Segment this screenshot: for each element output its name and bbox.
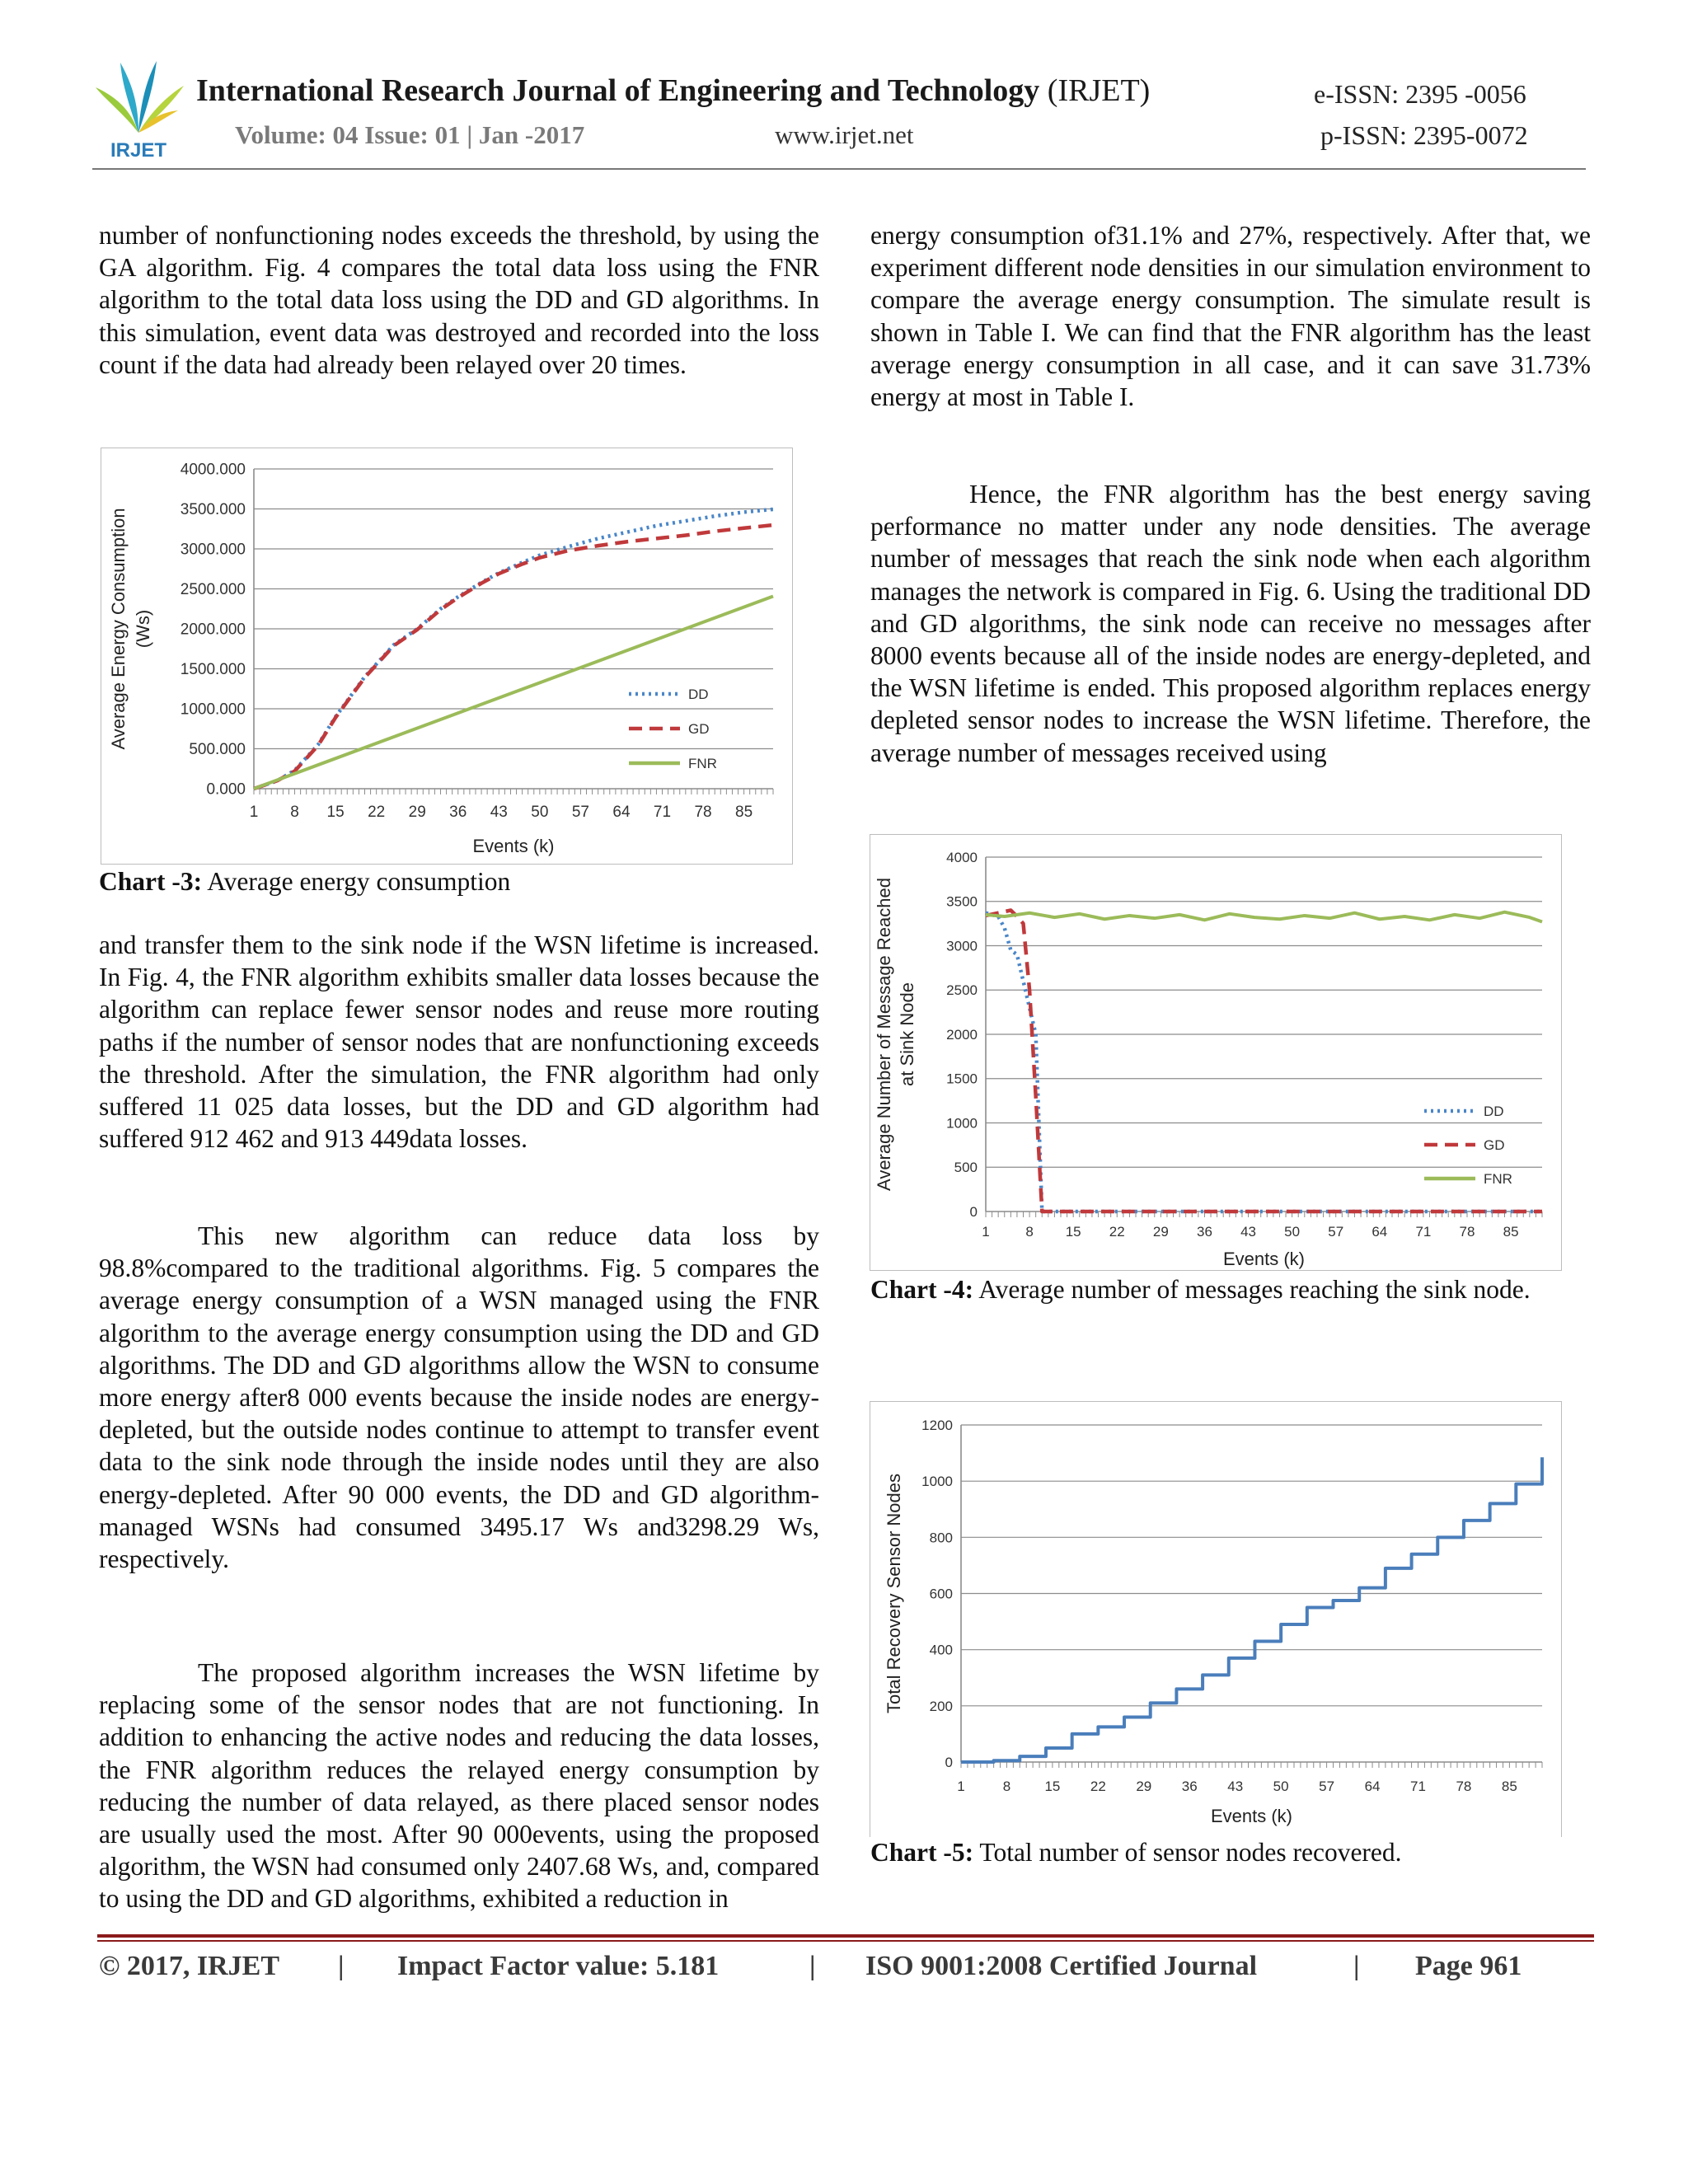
x-tick-label: 57 bbox=[1328, 1224, 1344, 1240]
y-tick-label: 4000.000 bbox=[180, 461, 246, 479]
footer-separator: | bbox=[1353, 1951, 1360, 1981]
x-tick-label: 36 bbox=[1196, 1224, 1212, 1240]
x-tick-label: 43 bbox=[1240, 1224, 1257, 1240]
x-tick-label: 8 bbox=[290, 804, 299, 821]
footer-copyright: © 2017, IRJET bbox=[99, 1951, 280, 1981]
chart-4-caption: Chart -4: Average number of messages reaching the sink node. bbox=[870, 1275, 1531, 1304]
x-tick-label: 78 bbox=[694, 804, 712, 821]
x-axis-label: Events (k) bbox=[1210, 1806, 1293, 1826]
y-tick-label: 4000 bbox=[946, 849, 978, 865]
y-tick-label: 0 bbox=[945, 1754, 953, 1770]
y-tick-label: 1000 bbox=[946, 1115, 978, 1132]
y-tick-label: 2500.000 bbox=[180, 581, 246, 599]
y-tick-label: 3500.000 bbox=[180, 501, 246, 519]
e-issn: e-ISSN: 2395 -0056 bbox=[1314, 79, 1526, 109]
x-tick-label: 78 bbox=[1456, 1779, 1472, 1794]
x-tick-label: 22 bbox=[368, 804, 386, 821]
paragraph-5: energy consumption of31.1% and 27%, respectively. After that, we experiment different node densities in our simulation environment to compare the average energy consumption. The simulate result is shown in Table I. We can find that the FNR algorithm has the least average energy consumption in all case, and it can save 31.73% energy at most in Table I. bbox=[870, 221, 1591, 412]
legend-label-dd: DD bbox=[688, 687, 709, 702]
footer-divider-thick bbox=[97, 1934, 1594, 1938]
x-tick-label: 64 bbox=[1372, 1224, 1388, 1240]
y-tick-label: 1200 bbox=[921, 1417, 953, 1433]
logo-text: IRJET bbox=[110, 139, 167, 162]
legend-label-gd: GD bbox=[1484, 1137, 1505, 1153]
paragraph-4: The proposed algorithm increases the WSN lifetime by replacing some of the sensor nodes that are not functioning. In addition to enhancing the active nodes and reducing the data losses, the FNR algorithm reduces the relayed energy consumption by reducing the number of data relayed, as there placed sensor nodes are usually used the most. After 90 000events, using the proposed algorithm, the WSN had consumed only 2407.68 Ws, and, compared to using the DD and GD algorithms, exhibited a reduction in bbox=[99, 1658, 819, 1914]
y-tick-label: 2000 bbox=[946, 1026, 978, 1043]
x-tick-label: 71 bbox=[653, 804, 672, 821]
y-axis-label: Average Energy Consumption bbox=[108, 508, 129, 750]
chart-3-frame bbox=[101, 448, 793, 865]
x-tick-label: 8 bbox=[1025, 1224, 1034, 1240]
x-tick-label: 78 bbox=[1459, 1224, 1475, 1240]
series-line-recovered bbox=[961, 1457, 1542, 1762]
y-tick-label: 600 bbox=[929, 1586, 953, 1602]
y-tick-label: 800 bbox=[929, 1530, 953, 1546]
x-tick-label: 29 bbox=[1136, 1779, 1152, 1794]
irjet-logo bbox=[89, 54, 188, 162]
x-tick-label: 8 bbox=[1002, 1779, 1011, 1794]
chart-4-frame bbox=[870, 834, 1562, 1271]
paragraph-6: Hence, the FNR algorithm has the best energy saving performance no matter under any node densities. The average number of messages that reach the sink node when each algorithm manages the network is compared in Fig. 6. Using the traditional DD and GD algorithms, the sink node can receive no messages after 8000 events because all of the inside nodes are energy-depleted, and the WSN lifetime is ended. This proposed algorithm replaces energy depleted sensor nodes to increase the WSN lifetime. Therefore, the average number of messages received using bbox=[870, 480, 1591, 767]
paragraph-2: and transfer them to the sink node if the WSN lifetime is increased. In Fig. 4, the FNR algorithm exhibits smaller data losses because the algorithm can replace fewer sensor nodes and reuse more routing paths if the number of sensor nodes that are nonfunctioning exceeds the threshold. After the simulation, the FNR algorithm had only suffered 11 025 data losses, but the DD and GD algorithm had suffered 912 462 and 913 449data losses. bbox=[99, 930, 819, 1154]
x-tick-label: 36 bbox=[1181, 1779, 1198, 1794]
y-axis-label: Average Number of Message Reached bbox=[874, 878, 894, 1191]
x-tick-label: 1 bbox=[982, 1224, 990, 1240]
x-tick-label: 43 bbox=[490, 804, 508, 821]
chart-3-average-energy bbox=[101, 448, 792, 864]
y-tick-label: 3000.000 bbox=[180, 541, 246, 559]
legend-label-fnr: FNR bbox=[688, 756, 717, 771]
legend-label-gd: GD bbox=[688, 721, 710, 737]
chart-5-frame bbox=[870, 1401, 1562, 1837]
journal-website[interactable]: www.irjet.net bbox=[775, 120, 914, 149]
y-axis-label: (Ws) bbox=[133, 609, 153, 649]
footer-separator: | bbox=[338, 1951, 345, 1981]
x-tick-label: 85 bbox=[1501, 1779, 1517, 1794]
y-tick-label: 1000 bbox=[921, 1474, 953, 1490]
y-tick-label: 0.000 bbox=[206, 780, 246, 799]
x-tick-label: 22 bbox=[1109, 1224, 1125, 1240]
x-tick-label: 22 bbox=[1090, 1779, 1106, 1794]
series-line-fnr bbox=[986, 912, 1542, 922]
x-tick-label: 50 bbox=[531, 804, 549, 821]
x-tick-label: 85 bbox=[735, 804, 753, 821]
y-tick-label: 1000.000 bbox=[180, 701, 246, 719]
y-tick-label: 3000 bbox=[946, 938, 978, 954]
series-line-gd bbox=[986, 911, 1542, 1212]
y-tick-label: 2500 bbox=[946, 982, 978, 999]
x-axis-label: Events (k) bbox=[1222, 1249, 1306, 1269]
y-tick-label: 500 bbox=[954, 1160, 978, 1176]
y-tick-label: 1500.000 bbox=[180, 661, 246, 679]
x-tick-label: 50 bbox=[1273, 1779, 1289, 1794]
journal-volume: Volume: 04 Issue: 01 | Jan -2017 bbox=[235, 120, 585, 149]
logo-leaves-icon bbox=[96, 61, 184, 133]
x-tick-label: 15 bbox=[326, 804, 345, 821]
x-tick-label: 57 bbox=[1319, 1779, 1335, 1794]
x-tick-label: 85 bbox=[1503, 1224, 1519, 1240]
y-tick-label: 400 bbox=[929, 1642, 953, 1658]
y-axis-label: Total Recovery Sensor Nodes bbox=[884, 1473, 904, 1714]
x-tick-label: 15 bbox=[1044, 1779, 1061, 1794]
x-tick-label: 50 bbox=[1284, 1224, 1301, 1240]
series-line-dd bbox=[254, 509, 773, 789]
journal-title: International Research Journal of Engineering and Technology (IRJET) bbox=[196, 73, 1151, 108]
x-axis-label: Events (k) bbox=[472, 836, 555, 856]
header-divider bbox=[92, 168, 1586, 170]
paragraph-3: This new algorithm can reduce data loss by 98.8%compared to the traditional algorithms. Fig. 5 compares the average energy consumption of a WSN managed using the FNR algorithm to the average energy consumption using the DD and GD algorithms. The DD and GD algorithms allow the WSN to consume more energy after8 000 events because the inside nodes are energy-depleted, but the outside nodes continue to attempt to transfer event data to the sink node through the inside nodes until they are also energy-depleted. After 90 000 events, the DD and GD algorithm-managed WSNs had consumed 3495.17 Ws and3298.29 Ws, respectively. bbox=[99, 1221, 819, 1574]
y-tick-label: 0 bbox=[969, 1203, 978, 1220]
footer-page-number: Page 961 bbox=[1415, 1951, 1522, 1981]
x-tick-label: 71 bbox=[1410, 1779, 1426, 1794]
y-tick-label: 1500 bbox=[946, 1071, 978, 1087]
x-tick-label: 1 bbox=[249, 804, 259, 821]
footer-impact-factor: Impact Factor value: 5.181 bbox=[397, 1951, 720, 1981]
y-tick-label: 3500 bbox=[946, 893, 978, 910]
x-tick-label: 57 bbox=[571, 804, 589, 821]
x-tick-label: 29 bbox=[1152, 1224, 1169, 1240]
x-tick-label: 64 bbox=[612, 804, 631, 821]
y-axis-label: at Sink Node bbox=[897, 982, 917, 1086]
x-tick-label: 29 bbox=[408, 804, 426, 821]
x-tick-label: 36 bbox=[449, 804, 467, 821]
paragraph-1: number of nonfunctioning nodes exceeds the threshold, by using the GA algorithm. Fig. 4 compares the total data loss using the FNR algorithm to the total data loss using the DD and GD algorithms. In this simulation, event data was destroyed and recorded into the loss count if the data had already been relayed over 20 times. bbox=[99, 221, 819, 379]
chart-4-messages-reached bbox=[870, 835, 1561, 1270]
y-tick-label: 200 bbox=[929, 1698, 953, 1714]
p-issn: p-ISSN: 2395-0072 bbox=[1320, 120, 1528, 150]
chart-5-caption: Chart -5: Total number of sensor nodes recovered. bbox=[870, 1838, 1402, 1867]
chart-5-recovered-nodes bbox=[870, 1402, 1561, 1837]
x-tick-label: 64 bbox=[1364, 1779, 1381, 1794]
footer-divider-thin bbox=[97, 1940, 1594, 1942]
x-tick-label: 1 bbox=[957, 1779, 965, 1794]
y-tick-label: 500.000 bbox=[189, 741, 246, 759]
x-tick-label: 43 bbox=[1227, 1779, 1244, 1794]
footer-separator: | bbox=[809, 1951, 816, 1981]
footer-iso: ISO 9001:2008 Certified Journal bbox=[865, 1951, 1258, 1981]
legend-label-fnr: FNR bbox=[1484, 1171, 1512, 1187]
y-tick-label: 2000.000 bbox=[180, 621, 246, 639]
legend-label-dd: DD bbox=[1484, 1104, 1504, 1119]
x-tick-label: 71 bbox=[1415, 1224, 1432, 1240]
chart-3-caption: Chart -3: Average energy consumption bbox=[99, 867, 511, 896]
x-tick-label: 15 bbox=[1065, 1224, 1081, 1240]
